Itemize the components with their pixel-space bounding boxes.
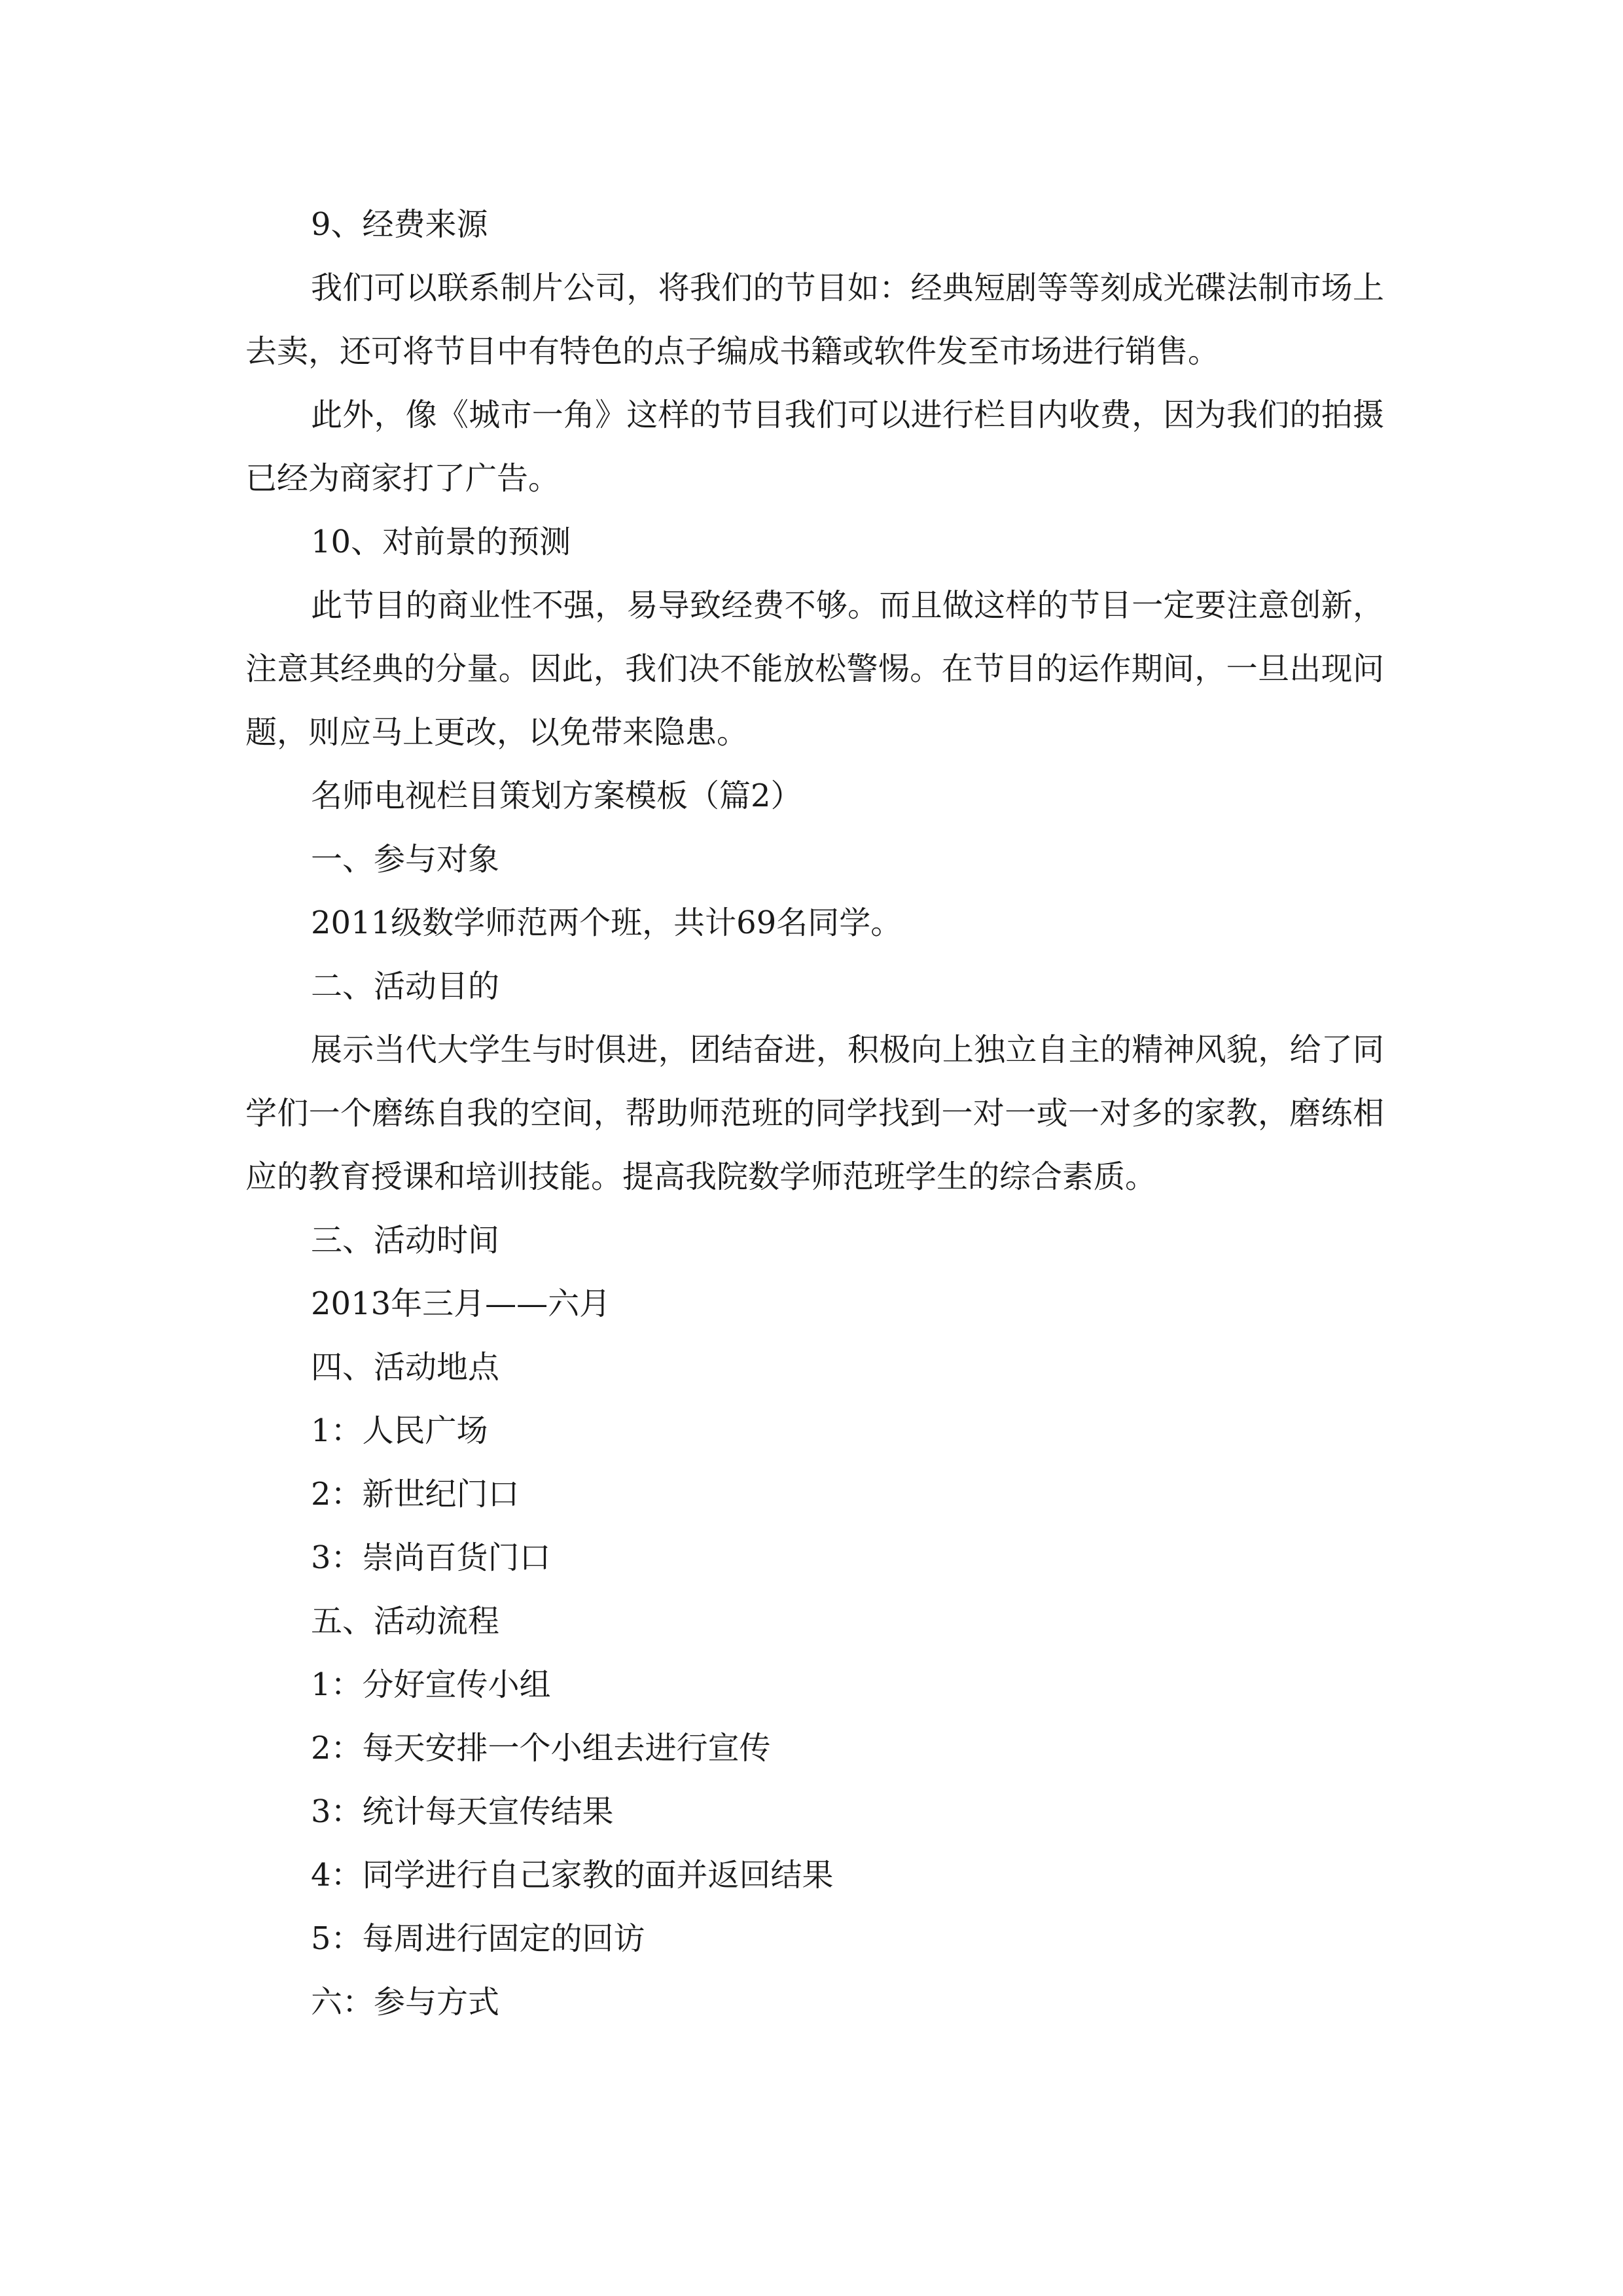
paragraph-funding: 我们可以联系制片公司，将我们的节目如：经典短剧等等刻成光碟法制市场上去卖，还可将节目中有特色的点子编成书籍或软件发至市场进行销售。 bbox=[245, 270, 1384, 370]
section-heading-purpose: 二、活动目的 bbox=[311, 968, 500, 1005]
paragraph-time: 2013年三月——六月 bbox=[311, 1285, 611, 1322]
list-item-location-1: 1：人民广场 bbox=[311, 1412, 488, 1449]
list-item-location-2: 2：新世纪门口 bbox=[311, 1476, 520, 1513]
document-body bbox=[245, 193, 1384, 2034]
paragraph-funding-extra: 此外，像《城市一角》这样的节目我们可以进行栏目内收费，因为我们的拍摄已经为商家打了广告。 bbox=[245, 397, 1384, 497]
section-heading-process: 五、活动流程 bbox=[311, 1603, 500, 1640]
list-item-process-5: 5：每周进行固定的回访 bbox=[311, 1920, 645, 1957]
section-heading-participants: 一、参与对象 bbox=[311, 841, 500, 878]
section-heading-time: 三、活动时间 bbox=[311, 1222, 500, 1259]
list-item-process-1: 1：分好宣传小组 bbox=[311, 1666, 551, 1703]
paragraph-prospect: 此节目的商业性不强，易导致经费不够。而且做这样的节目一定要注意创新，注意其经典的分量。因此，我们决不能放松警惕。在节目的运作期间，一旦出现问题，则应马上更改，以免带来隐患。 bbox=[245, 587, 1384, 751]
paragraph-participants: 2011级数学师范两个班，共计69名同学。 bbox=[311, 905, 902, 941]
document-subtitle: 名师电视栏目策划方案模板（篇2） bbox=[311, 778, 802, 814]
section-heading-funding: 9、经费来源 bbox=[311, 206, 488, 243]
list-item-process-3: 3：统计每天宣传结果 bbox=[311, 1793, 614, 1830]
section-heading-location: 四、活动地点 bbox=[311, 1349, 500, 1386]
section-heading-participation: 六：参与方式 bbox=[311, 1984, 500, 2020]
list-item-process-2: 2：每天安排一个小组去进行宣传 bbox=[311, 1730, 771, 1767]
list-item-process-4: 4：同学进行自己家教的面并返回结果 bbox=[311, 1857, 834, 1893]
paragraph-purpose: 展示当代大学生与时俱进，团结奋进，积极向上独立自主的精神风貌，给了同学们一个磨练自我的空间，帮助师范班的同学找到一对一或一对多的家教，磨练相应的教育授课和培训技能。提高我院数学师范班学生的综合素质。 bbox=[245, 1031, 1384, 1195]
list-item-location-3: 3：崇尚百货门口 bbox=[311, 1539, 551, 1576]
section-heading-prospect: 10、对前景的预测 bbox=[311, 524, 571, 560]
